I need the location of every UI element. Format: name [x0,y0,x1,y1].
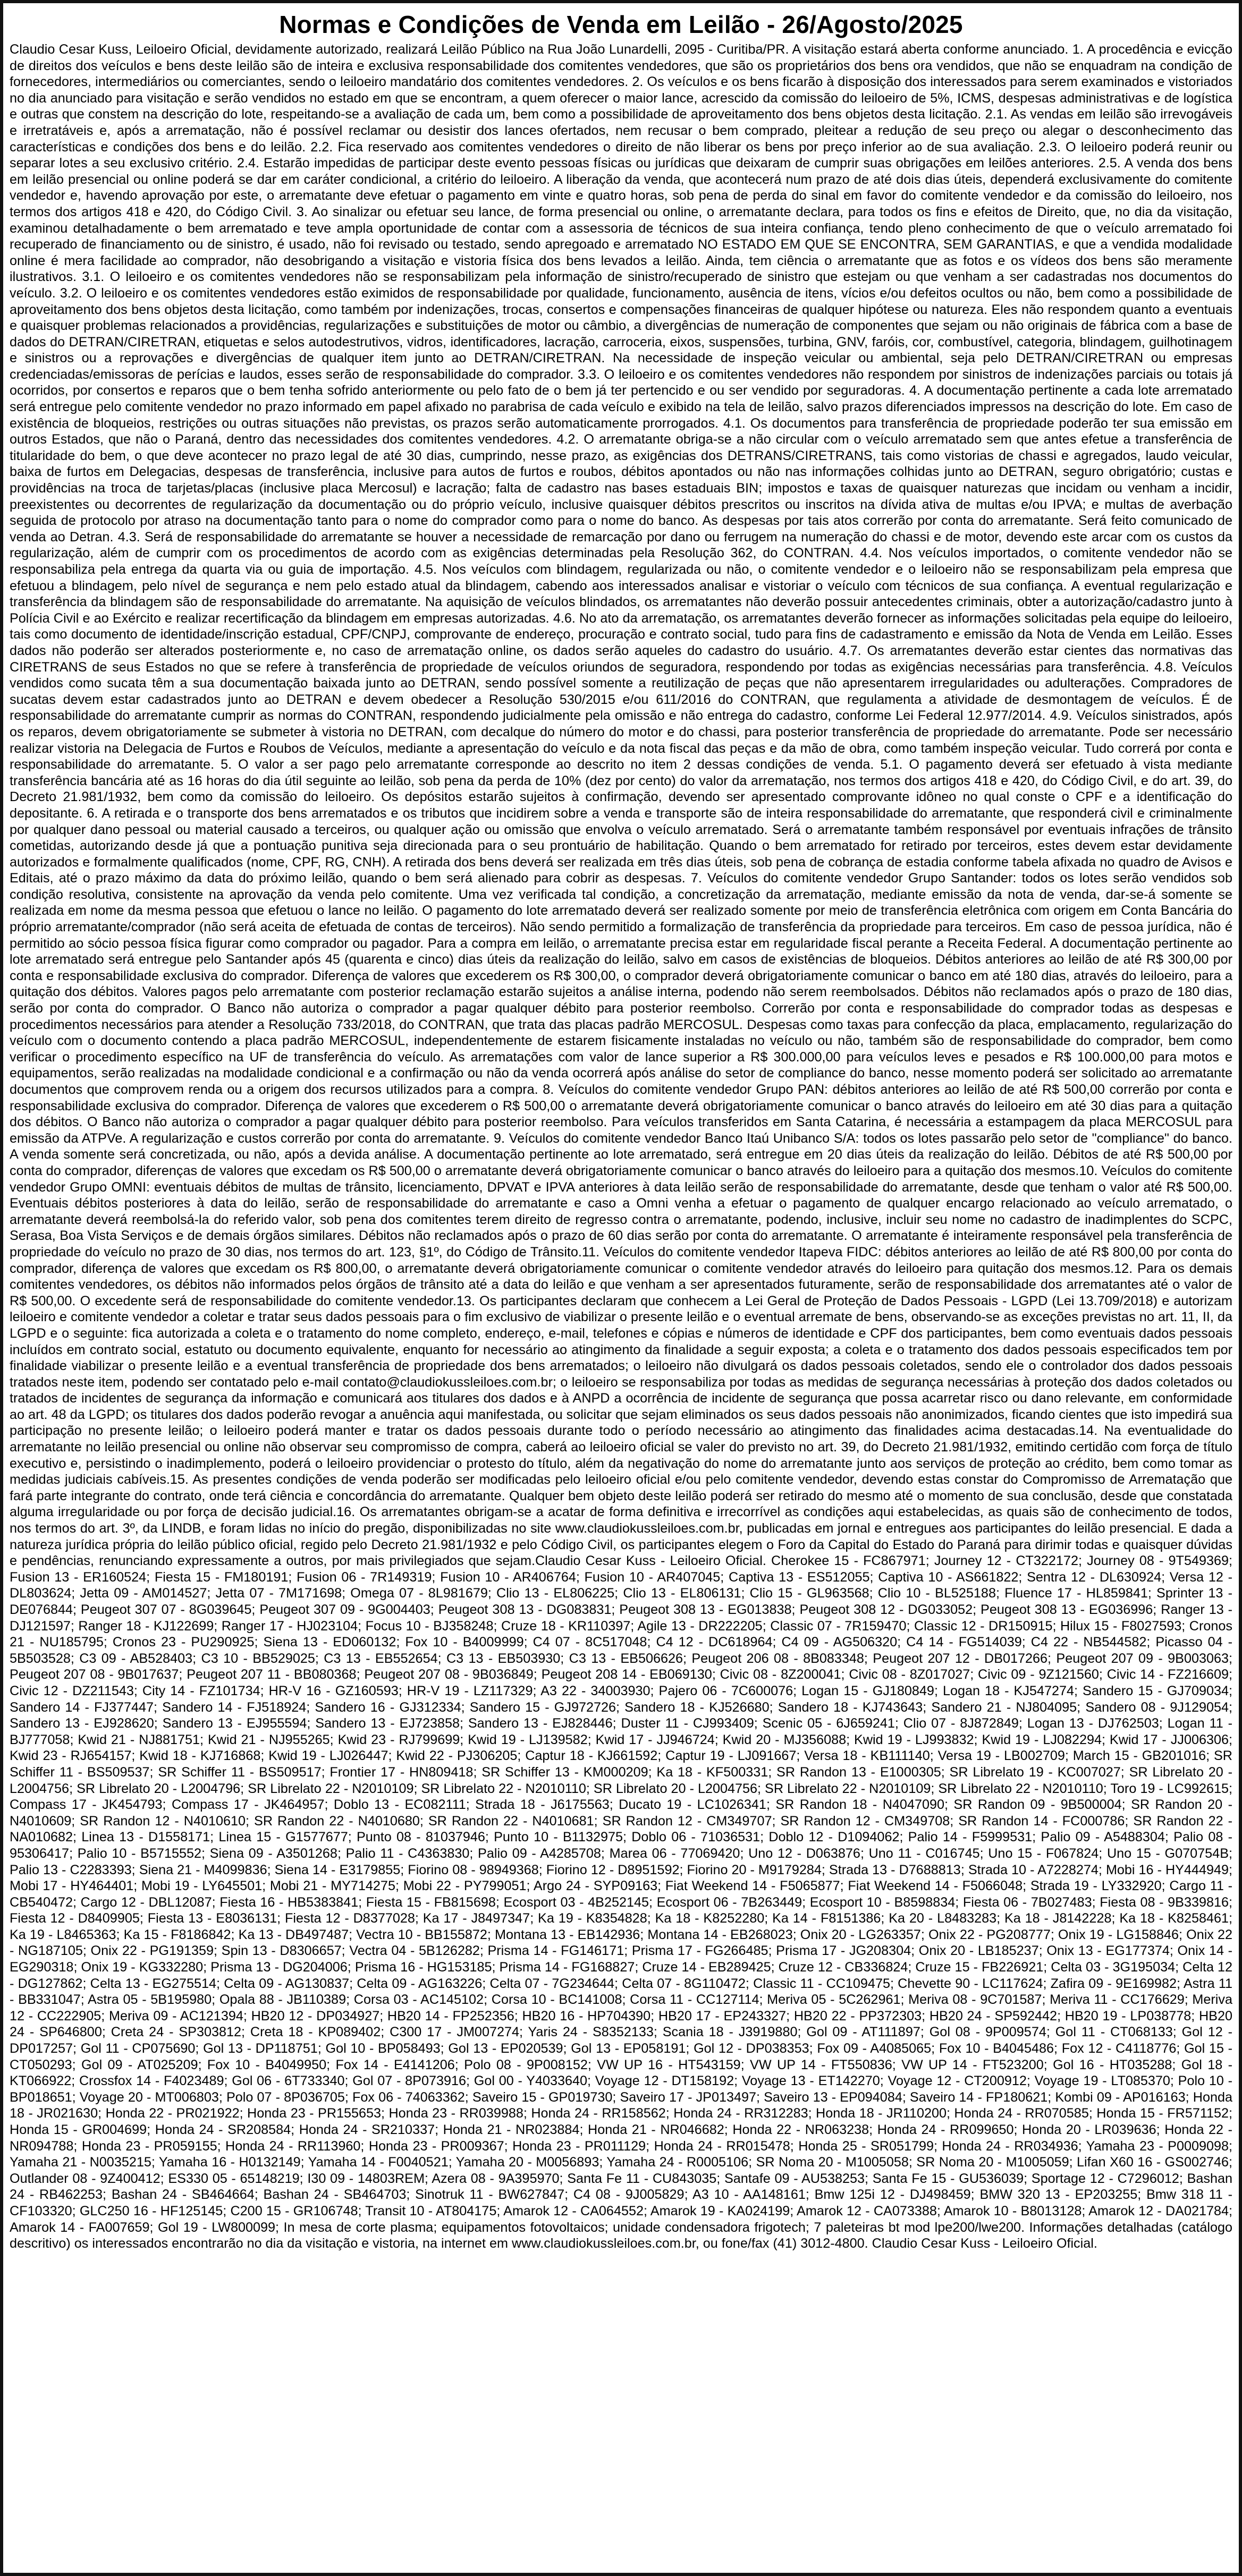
notice-body [10,41,1232,2568]
notice-title: Normas e Condições de Venda em Leilão - 26/Agosto/2025 [279,11,963,38]
notice-body-text: Claudio Cesar Kuss, Leiloeiro Oficial, devidamente autorizado, realizará Leilão Público na Rua João Lunardelli, 2095 - Curitiba/PR. A visitação estará aberta conforme anunciado. 1. A procedência e evicção de direitos dos veículos e bens deste leilão são de inteira e exclusiva responsabilidade dos comitentes vendedores, que são os proprietários dos bens ora vendidos, que não se enquadram na condição de fornecedores, intermediários ou comerciantes, sendo o leiloeiro mandatário dos comitentes vendedores. 2. Os veículos e os bens ficarão à disposição dos interessados para serem examinados e vistoriados no dia anunciado para visitação e serão vendidos no estado em que se encontram, a quem oferecer o maior lance, acrescido da comissão do leiloeiro de 5%, ICMS, despesas administrativas e de logística e outras que constem na descrição do lote, respeitando-se a avaliação de cada um, bem como a possibilidade de aproveitamento dos bens objetos desta licitação. 2.1. As vendas em leilão são irrevogáveis e irretratáveis e, após a arrematação, não é possível reclamar ou desistir dos lances ofertados, nem recusar o bem comprado, pleitear a redução de seu preço ou alegar o desconhecimento das características e condições dos bens e do leilão. 2.2. Fica reservado aos comitentes vendedores o direito de não liberar os bens por preço inferior ao de sua avaliação. 2.3. O leiloeiro poderá reunir ou separar lotes a seu exclusivo critério. 2.4. Estarão impedidas de participar deste evento pessoas físicas ou jurídicas que deixaram de cumprir suas obrigações em leilões anteriores. 2.5. A venda dos bens em leilão presencial ou online poderá se dar em caráter condicional, a critério do leiloeiro. A liberação da venda, que acontecerá num prazo de até dois dias úteis, dependerá exclusivamente do comitente vendedor e, havendo aprovação por este, o arrematante deve efetuar o pagamento em vinte e quatro horas, sob pena de perda do sinal em favor do comitente vendedor e da comissão do leiloeiro, nos termos dos artigos 418 e 420, do Código Civil. 3. Ao sinalizar ou efetuar seu lance, de forma presencial ou online, o arrematante declara, para todos os fins e efeitos de Direito, que, no dia da visitação, examinou detalhadamente o bem arrematado e teve ampla oportunidade de contar com a assessoria de técnicos de sua inteira confiança, tendo pleno conhecimento de que o veículo arrematado foi recuperado de financiamento ou de sinistro, é usado, não foi revisado ou testado, sendo apregoado e arrematado NO ESTADO EM QUE SE ENCONTRA, SEM GARANTIAS, e que a vendida modalidade online é mera facilidade ao comprador, não desobrigando a visitação e vistoria física dos bens levados a leilão. Ainda, tem ciência o arrematante que as fotos e os vídeos dos bens são meramente ilustrativos. 3.1. O leiloeiro e os comitentes vendedores não se responsabilizam pela informação de sinistro/recuperado de sinistro que estejam ou que venham a ser cadastradas nos documentos do veículo. 3.2. O leiloeiro e os comitentes vendedores estão eximidos de responsabilidade por qualidade, funcionamento, ausência de itens, vícios e/ou defeitos ocultos ou não, bem como a possibilidade de aproveitamento dos bens objetos desta licitação, como também por indenizações, trocas, consertos e compensações financeiras de qualquer hipótese ou natureza. Eles não respondem quanto a eventuais e quaisquer problemas relacionados a providências, regularizações e substituições de motor ou câmbio, a divergências de numeração de componentes que sejam ou não originais de fábrica com a base de dados do DETRAN/CIRETRAN, etiquetas e selos autodestrutivos, vidros, identificadores, lacração, carroceria, eixos, suspensões, turbina, GNV, faróis, cor, combustível, categoria, blindagem, guilhotinagem e sinistros ou a reprovações e divergências de qualquer item junto ao DETRAN/CIRETRAN. Na necessidade de inspeção veicular ou ambiental, seja pelo DETRAN/CIRETRAN ou empresas credenciadas/emissoras de perícias e laudos, esses serão de responsabilidade do comprador. 3.3. O leiloeiro e os comitentes vendedores não respondem por sinistros de indenizações parciais ou totais já ocorridos, por consertos e reparos que o bem tenha sofrido anteriormente ou pelo fato de o bem já ter pertencido e ou ser vendido por seguradoras. 4. A documentação pertinente a cada lote arrematado será entregue pelo comitente vendedor no prazo informado em papel afixado no parabrisa de cada veículo e exibido na tela de leilão, salvo prazos diferenciados impressos na descrição do lote. Em caso de existência de bloqueios, restrições ou outras situações não previstas, os prazos serão automaticamente prorrogados. 4.1. Os documentos para transferência de propriedade poderão ter sua emissão em outros Estados, que não o Paraná, dentro das necessidades dos comitentes vendedores. 4.2. O arrematante obriga-se a não circular com o veículo arrematado sem que antes efetue a transferência de titularidade do bem, o que deve acontecer no prazo legal de até 30 dias, cumprindo, nesse prazo, as exigências dos DETRANS/CIRETRANS, tais como vistorias de chassi e agregados, laudo veicular, baixa de furtos em Delegacias, despesas de transferência, inclusive para autos de furtos e roubos, débitos apontados ou não nas informações colhidas junto ao DETRAN, seguro obrigatório; custas e providências na troca de tarjetas/placas (inclusive placa Mercosul) e lacração; falta de cadastro nas bases estaduais BIN; impostos e taxas de quaisquer naturezas que incidam ou venham a incidir, preexistentes ou decorrentes de regularização da documentação ou do próprio veículo, inclusive quaisquer débitos prescritos ou inscritos na dívida ativa de multas e/ou IPVA; e multas de averbação seguida de protocolo por atraso na documentação tanto para o nome do comprador como para o nome do banco. As despesas por tais atos correrão por conta do arrematante. Será feito comunicado de venda ao Detran. 4.3. Será de responsabilidade do arrematante se houver a necessidade de remarcação por dano ou ferrugem na numeração do chassi e de motor, devendo este arcar com os custos da regularização, além de cumprir com os procedimentos de acordo com as exigências determinadas pela Resolução 362, do CONTRAN. 4.4. Nos veículos importados, o comitente vendedor não se responsabiliza pela entrega da quarta via ou guia de importação. 4.5. Nos veículos com blindagem, regularizada ou não, o comitente vendedor e o leiloeiro não se responsabilizam pela empresa que efetuou a blindagem, pelo nível de segurança e nem pelo estado atual da blindagem, cabendo aos interessados analisar e vistoriar o veículo com técnicos de sua confiança. A eventual regularização e transferência da blindagem são de responsabilidade do arrematante. Na aquisição de veículos blindados, os arrematantes não deverão possuir antecedentes criminais, obter a autorização/cadastro junto à Polícia Civil e ao Exército e realizar recertificação da blindagem em empresas autorizadas. 4.6. No ato da arrematação, os arrematantes deverão fornecer as informações solicitadas pela equipe do leiloeiro, tais como documento de identidade/inscrição estadual, CPF/CNPJ, comprovante de endereço, procuração e contrato social, tudo para fins de cadastramento e emissão da Nota de Venda em Leilão. Esses dados não poderão ser alterados posteriormente e, no caso de arrematação online, os dados serão aqueles do cadastro do usuário. 4.7. Os arrematantes deverão estar cientes das normativas das CIRETRANS de seus Estados no que se refere à transferência de propriedade de veículos oriundos de seguradora, respondendo por todas as exigências necessárias para transferência. 4.8. Veículos vendidos como sucata têm a sua documentação baixada junto ao DETRAN, sendo possível somente a reutilização de peças que não apresentarem irregularidades ou adulterações. Compradores de sucatas devem estar cadastrados junto ao DETRAN e devem obedecer a Resolução 530/2015 e/ou 611/2016 do CONTRAN, que regulamenta a atividade de desmontagem de veículos. É de responsabilidade do arrematante cumprir as normas do CONTRAN, respondendo judicialmente pela omissão e não entrega do cadastro, conforme Lei Federal 12.977/2014. 4.9. Veículos sinistrados, após os reparos, devem obrigatoriamente se submeter à vistoria no DETRAN, com decalque do número do motor e do chassi, para posterior transferência de propriedade do arrematante. Pode ser necessário realizar vistoria na Delegacia de Furtos e Roubos de Veículos, mediante a apresentação do veículo e da nota fiscal das peças e da mão de obra, como também inspeção veicular. Tudo correrá por conta e responsabilidade do arrematante. 5. O valor a ser pago pelo arrematante corresponde ao descrito no item 2 dessas condições de venda. 5.1. O pagamento deverá ser efetuado à vista mediante transferência bancária até as 16 horas do dia útil seguinte ao leilão, sob pena da perda de 10% (dez por cento) do valor da arrematação, nos termos dos artigos 418 e 420, do Código Civil, e do art. 39, do Decreto 21.981/1932, bem como da comissão do leiloeiro. Os depósitos estarão sujeitos à confirmação, devendo ser apresentado comprovante idôneo no qual conste o CPF e a identificação do depositante. 6. A retirada e o transporte dos bens arrematados e os tributos que incidirem sobre a venda e transporte são de inteira responsabilidade do arrematante, que responderá civil e criminalmente por qualquer dano pessoal ou material causado a terceiros, ou qualquer ação ou omissão que envolva o veículo arrematado. Será o arrematante também responsável por eventuais infrações de trânsito cometidas, autorizando desde já que a pontuação punitiva seja direcionada para o seu prontuário de habilitação. Quando o bem arrematado for retirado por terceiros, estes devem estar devidamente autorizados e formalmente qualificados (nome, CPF, RG, CNH). A retirada dos bens deverá ser realizada em três dias úteis, sob pena de cobrança de estadia conforme tabela afixada no quadro de Avisos e Editais, até o prazo máximo da data do próximo leilão, quando o bem será alienado para cobrir as despesas. 7. Veículos do comitente vendedor Grupo Santander: todos os lotes serão vendidos sob condição resolutiva, consistente na aprovação da venda pelo comitente. Uma vez verificada tal condição, a concretização da arrematação, mediante emissão da nota de venda, dar-se-á somente se realizada em nome da mesma pessoa que efetuou o lance no leilão. O pagamento do lote arrematado deverá ser realizado somente por meio de transferência eletrônica com origem em Conta Bancária do próprio arrematante/comprador (não será aceita de efetuada de contas de terceiros). Não sendo permitido a formalização de transferência da propriedade para terceiros. Em caso de pessoa jurídica, não é permitido ao sócio pessoa física figurar como comprador ou pagador. Para a compra em leilão, o arrematante precisa estar em regularidade fiscal perante a Receita Federal. A documentação pertinente ao lote arrematado será entregue pelo Santander após 45 (quarenta e cinco) dias úteis da realização do leilão, salvo em casos de existências de bloqueios. Débitos anteriores ao leilão de até R$ 300,00 por conta e responsabilidade exclusiva do comprador. Diferença de valores que excederem os R$ 300,00, o comprador deverá obrigatoriamente comunicar o banco em até 180 dias, através do leiloeiro, para a quitação dos débitos. Valores pagos pelo arrematante com posterior reclamação estarão sujeitos a análise interna, podendo não serem reembolsados. Débitos não reclamados após o prazo de 180 dias, serão por conta do comprador. O Banco não autoriza o comprador a pagar qualquer débito para posterior reembolso. Correrão por conta e responsabilidade do comprador todas as despesas e procedimentos necessários para atender a Resolução 733/2018, do CONTRAN, que trata das placas padrão MERCOSUL. Despesas como taxas para confecção da placa, emplacamento, regularização do veículo com o documento contendo a placa padrão MERCOSUL, independentemente de estarem fisicamente instaladas no veículo ou não, também são de responsabilidade do comprador, bem como verificar o procedimento específico na UF de transferência do veículo. As arrematações com valor de lance superior a R$ 300.000,00 para veículos leves e pesados e R$ 100.000,00 para motos e equipamentos, serão realizadas na modalidade condicional e a confirmação ou não da venda ocorrerá após análise do setor de compliance do banco, nesse momento poderá ser solicitado ao arrematante documentos que comprovem renda ou a origem dos recursos utilizados para a compra. 8. Veículos do comitente vendedor Grupo PAN: débitos anteriores ao leilão de até R$ 500,00 correrão por conta e responsabilidade exclusiva do comprador. Diferença de valores que excederem o R$ 500,00 o arrematante deverá obrigatoriamente comunicar o banco através do leiloeiro em até 30 dias para a quitação dos débitos. O Banco não autoriza o comprador a pagar qualquer débito para posterior reembolso. Para veículos transferidos em Santa Catarina, é necessária a estampagem da placa MERCOSUL para emissão da ATPVe. A regularização e custos correrão por conta do arrematante. 9. Veículos do comitente vendedor Banco Itaú Unibanco S/A: todos os lotes passarão pelo setor de "compliance" do banco. A venda somente será concretizada, ou não, após a devida análise. A documentação pertinente ao lote arrematado, será entregue em 20 dias úteis da realização do leilão. Débitos de até R$ 500,00 por conta do comprador, diferenças de valores que excedam os R$ 500,00 o arrematante deverá obrigatoriamente comunicar o banco através do leiloeiro para a quitação dos mesmos.10. Veículos do comitente vendedor Grupo OMNI: eventuais débitos de multas de trânsito, licenciamento, DPVAT e IPVA anteriores à data leilão serão de responsabilidade do arrematante, desde que tenham o valor até R$ 500,00. Eventuais débitos posteriores à data do leilão, serão de responsabilidade do arrematante e caso a Omni venha a efetuar o pagamento de qualquer encargo relacionado ao veículo arrematado, o arrematante deverá reembolsá-la do referido valor, sob pena dos comitentes terem direito de regresso contra o arrematante, podendo, inclusive, incluir seu nome no cadastro de inadimplentes do SCPC, Serasa, Boa Vista Serviços e de demais órgãos similares. Débitos não reclamados após o prazo de 60 dias serão por conta do arrematante. O arrematante é inteiramente responsável pela transferência de propriedade do veículo no prazo de 30 dias, nos termos do art. 123, §1º, do Código de Trânsito.11. Veículos do comitente vendedor Itapeva FIDC: débitos anteriores ao leilão de até R$ 800,00 por conta do comprador, diferença de valores que excedam os R$ 800,00, o arrematante deverá obrigatoriamente comunicar o comitente vendedor através do leiloeiro para quitação dos mesmos.12. Para os demais comitentes vendedores, os débitos não informados pelos órgãos de trânsito até a data do leilão e que venham a ser apresentados futuramente, serão de responsabilidade dos arrematantes até o valor de R$ 500,00. O excedente será de responsabilidade do comitente vendedor.13. Os participantes declaram que conhecem a Lei Geral de Proteção de Dados Pessoais - LGPD (Lei 13.709/2018) e autorizam leiloeiro e comitente vendedor a coletar e tratar seus dados pessoais para o fim exclusivo de viabilizar o presente leilão e o eventual arremate de bens, observando-se as exceções previstas no art. 11, II, da LGPD e o seguinte: fica autorizada a coleta e o tratamento do nome completo, endereço, e-mail, telefones e cópias e números de identidade e CPF dos participantes, bem como eventuais dados pessoais incluídos em contrato social, estatuto ou documento equivalente, enquanto for necessário ao atingimento da finalidade a seguir exposta; a coleta e o tratamento dos dados pessoais especificados tem por finalidade viabilizar o presente leilão e a eventual transferência de propriedade dos bens arrematados; o leiloeiro não divulgará os dados pessoais coletados, sendo ele o controlador dos dados pessoais tratados neste item, podendo ser contatado pelo e-mail contato@claudiokussleiloes.com.br; o leiloeiro se responsabiliza por todas as medidas de segurança necessárias à proteção dos dados coletados ou tratados de incidentes de segurança da informação e comunicará aos titulares dos dados e à ANPD a ocorrência de incidente de segurança que possa acarretar risco ou dano relevante, em conformidade ao art. 48 da LGPD; os titulares dos dados poderão revogar a anuência aqui manifestada, ou solicitar que sejam eliminados os seus dados pessoais não anonimizados, ficando cientes que isto impedirá sua participação no presente leilão; o leiloeiro poderá manter e tratar os dados pessoais durante todo o período necessário ao atingimento das finalidades acima destacadas.14. Na eventualidade do arrematante no leilão presencial ou online não observar seu compromisso de compra, caberá ao leiloeiro oficial se valer do previsto no art. 39, do Decreto 21.981/1932, emitindo certidão com força de título executivo e, persistindo o inadimplemento, poderá o leiloeiro providenciar o protesto do título, além da negativação do nome do arrematante junto aos serviços de proteção ao crédito, bem como tomar as medidas judiciais cabíveis.15. As presentes condições de venda poderão ser modificadas pelo leiloeiro oficial e/ou pelo comitente vendedor, devendo estas constar do Compromisso de Arrematação que fará parte integrante do contrato, onde terá ciência e concordância do arrematante. Qualquer bem objeto deste leilão poderá ser retirado do mesmo até o momento de sua conclusão, desde que constatada alguma irregularidade ou por força de decisão judicial.16. Os arrematantes obrigam-se a acatar de forma definitiva e irrecorrível as condições aqui estabelecidas, as quais são de conhecimento de todos, nos termos do art. 3º, da LINDB, e foram lidas no início do pregão, disponibilizadas no site www.claudiokussleiloes.com.br, publicadas em jornal e entregues aos participantes do leilão presencial. E dada a natureza jurídica própria do leilão público oficial, regido pelo Decreto 21.981/1932 e pelo Código Civil, os participantes elegem o Foro da Capital do Estado do Paraná para dirimir todas e quaisquer dúvidas e pendências, renunciando expressamente a outros, por mais privilegiados que sejam.Claudio Cesar Kuss - Leiloeiro Oficial. Cherokee 15 - FC867971; Journey 12 - CT322172; Journey 08 - 9T549369; Fusion 13 - ER160524; Fiesta 15 - FM180191; Fusion 06 - 7R149319; Fusion 10 - AR406764; Fusion 10 - AR407045; Captiva 13 - ES512055; Captiva 10 - AS661822; Sentra 12 - DL630924; Versa 12 - DL803624; Jetta 09 - AM014527; Jetta 07 - 7M171698; Omega 07 - 8L981679; Clio 13 - EL806225; Clio 13 - EL806131; Clio 15 - GL963568; Clio 10 - BL525188; Fluence 17 - HL859841; Sprinter 13 - DE076844; Peugeot 307 07 - 8G039645; Peugeot 307 09 - 9G004403; Peugeot 308 13 - DG083831; Peugeot 308 13 - EG013838; Peugeot 308 12 - DG033052; Peugeot 308 13 - EG036996; Ranger 13 - DJ121597; Ranger 18 - KJ122699; Ranger 17 - HJ023104; Focus 10 - BJ358248; Cruze 18 - KR110397; Agile 13 - DR222205; Classic 07 - 7R159470; Classic 12 - DR150915; Hilux 15 - F8027593; Cronos 21 - NU185795; Cronos 23 - PU290925; Siena 13 - ED060132; Fox 10 - B4009999; C4 07 - 8C517048; C4 12 - DC618964; C4 09 - AG506320; C4 14 - FG514039; C4 22 - NB544582; Picasso 04 - 5B503528; C3 09 - AB528403; C3 10 - BB529025; C3 13 - EB552654; C3 13 - EB503930; C3 13 - EB506626; Peugeot 206 08 - 8B083348; Peugeot 207 12 - DB017266; Peugeot 207 09 - 9B003063; Peugeot 207 08 - 9B017637; Peugeot 207 11 - BB080368; Peugeot 207 08 - 9B036849; Peugeot 208 14 - EB069130; Civic 08 - 8Z200041; Civic 08 - 8Z017027; Civic 09 - 9Z121560; Civic 14 - FZ216609; Civic 12 - DZ211543; City 14 - FZ101734; HR-V 16 - GZ160593; HR-V 19 - LZ117329; A3 22 - 34003930; Pajero 06 - 7C600076; Logan 15 - GJ180849; Logan 18 - KJ547274; Sandero 15 - GJ709034; Sandero 14 - FJ377447; Sandero 14 - FJ518924; Sandero 16 - GJ312334; Sandero 15 - GJ972726; Sandero 18 - KJ526680; Sandero 18 - KJ743643; Sandero 21 - NJ804095; Sandero 08 - 9J129054; Sandero 13 - EJ928620; Sandero 13 - EJ955594; Sandero 13 - EJ723858; Sandero 13 - EJ828446; Duster 11 - CJ993409; Scenic 05 - 6J659241; Clio 07 - 8J872849; Logan 13 - DJ762503; Logan 11 - BJ777058; Kwid 21 - NJ881751; Kwid 21 - NJ955265; Kwid 23 - RJ799699; Kwid 19 - LJ139582; Kwid 17 - JJ946724; Kwid 20 - MJ356088; Kwid 19 - LJ993832; Kwid 19 - LJ082294; Kwid 17 - JJ006306; Kwid 23 - RJ654157; Kwid 18 - KJ716868; Kwid 19 - LJ026447; Kwid 22 - PJ306205; Captur 18 - KJ661592; Captur 19 - LJ091667; Versa 18 - KB111140; Versa 19 - LB002709; March 15 - GB201016; SR Schiffer 11 - BS509537; SR Schiffer 11 - BS509517; Frontier 17 - HN809418; SR Schiffer 13 - KM000209; Ka 18 - KF500331; SR Randon 13 - E1000305; SR Librelato 19 - KC007027; SR Librelato 20 - L2004756; SR Librelato 20 - L2004796; SR Librelato 22 - N2010109; SR Librelato 22 - N2010110; SR Librelato 20 - L2004756; SR Librelato 22 - N2010109; SR Librelato 22 - N2010110; Toro 19 - LC992615; Compass 17 - JK454793; Compass 17 - JK464957; Doblo 13 - EC082111; Strada 18 - J6175563; Ducato 19 - LC1026341; SR Randon 18 - N4047090; SR Randon 09 - 9B500004; SR Randon 20 - N4010609; SR Randon 12 - N4010610; SR Randon 22 - N4010680; SR Randon 22 - N4010681; SR Randon 12 - CM349707; SR Randon 12 - CM349708; SR Randon 14 - FC000786; SR Randon 22 - NA010682; Linea 13 - D1558171; Linea 15 - G1577677; Punto 08 - 81037946; Punto 10 - B1132975; Doblo 06 - 71036531; Doblo 12 - D1094062; Palio 14 - F5999531; Palio 09 - A5488304; Palio 08 - 95306417; Palio 10 - B5715552; Siena 09 - A3501268; Palio 11 - C4363830; Palio 09 - A4285708; Marea 06 - 77069420; Uno 12 - D063876; Uno 11 - C016745; Uno 15 - F067824; Uno 15 - G070754B; Palio 13 - C2283393; Siena 21 - M4099836; Siena 14 - E3179855; Fiorino 08 - 98949368; Fiorino 12 - D8951592; Fiorino 20 - M9179284; Strada 13 - D7688813; Strada 10 - A7228274; Mobi 16 - HY444949; Mobi 17 - HY464401; Mobi 19 - LY645501; Mobi 21 - MY714275; Mobi 22 - PY799051; Argo 24 - SYP09163; Fiat Weekend 14 - F5065877; Fiat Weekend 14 - F5066048; Strada 19 - LY332920; Cargo 11 - CB540472; Cargo 12 - DBL12087; Fiesta 16 - HB5383841; Fiesta 15 - FB815698; Ecosport 03 - 4B252145; Ecosport 06 - 7B263449; Ecosport 10 - B8598834; Fiesta 06 - 7B027483; Fiesta 08 - 9B339816; Fiesta 12 - D8409905; Fiesta 13 - E8036131; Fiesta 12 - D8377028; Ka 17 - J8497347; Ka 19 - K8354828; Ka 18 - K8252280; Ka 14 - F8151386; Ka 20 - L8483283; Ka 18 - J8142228; Ka 18 - K8258461; Ka 19 - L8465363; Ka 15 - F8186842; Ka 13 - DB497487; Vectra 10 - BB155872; Montana 13 - EB142936; Montana 14 - EB268023; Onix 20 - LG263357; Onix 22 - PG208777; Onix 19 - LG158846; Onix 22 - NG187105; Onix 22 - PG191359; Spin 13 - D8306657; Vectra 04 - 5B126282; Prisma 14 - FG146171; Prisma 17 - FG266485; Prisma 17 - JG208304; Onix 20 - LB185237; Onix 13 - EG177374; Onix 14 - EG290318; Onix 19 - KG332280; Prisma 13 - DG204006; Prisma 16 - HG153185; Prisma 14 - FG168827; Cruze 14 - EB289425; Cruze 12 - CB336824; Cruze 15 - FB226921; Celta 03 - 3G195034; Celta 12 - DG127862; Celta 13 - EG275514; Celta 09 - AG130837; Celta 09 - AG163226; Celta 07 - 7G234644; Celta 07 - 8G110472; Classic 11 - CC109475; Chevette 90 - LC117624; Zafira 09 - 9E169982; Astra 11 - BB331047; Astra 05 - 5B195980; Opala 88 - JB110389; Corsa 03 - AC145102; Corsa 10 - BC141008; Corsa 11 - CC127114; Meriva 05 - 5C262961; Meriva 08 - 9C701587; Meriva 11 - CC176629; Meriva 12 - CC222905; Meriva 09 - AC121394; HB20 12 - DP034927; HB20 14 - FP252356; HB20 16 - HP704390; HB20 17 - EP243327; HB20 22 - PP372303; HB20 24 - SP592442; HB20 19 - LP038778; HB20 24 - SP646800; Creta 24 - SP303812; Creta 18 - KP089402; C300 17 - JM007274; Yaris 24 - S8352133; Scania 18 - J3919880; Gol 09 - AT111897; Gol 08 - 9P009574; Gol 11 - CT068133; Gol 12 - DP017257; Gol 11 - CP075690; Gol 13 - DP118751; Gol 10 - BP058493; Gol 13 - EP020539; Gol 13 - EP058191; Gol 12 - DP038353; Fox 09 - A4085065; Fox 10 - B4045486; Fox 12 - C4118776; Gol 15 - CT050293; Gol 09 - AT025209; Fox 10 - B4049950; Fox 14 - E4141206; Polo 08 - 9P008152; VW UP 16 - HT543159; VW UP 14 - FT550836; VW UP 14 - FT523200; Gol 16 - HT035288; Gol 18 - KT066922; Crossfox 14 - F4023489; Gol 06 - 6T733340; Gol 07 - 8P073916; Gol 00 - Y4033640; Voyage 12 - DT158192; Voyage 13 - ET142270; Voyage 12 - CT200912; Voyage 19 - LT085370; Polo 10 - BP018651; Voyage 20 - MT006803; Polo 07 - 8P036705; Fox 06 - 74063362; Saveiro 15 - GP019730; Saveiro 17 - JP013497; Saveiro 13 - EP094084; Saveiro 14 - FP180621; Kombi 09 - AP016163; Honda 18 - JR021630; Honda 22 - PR021922; Honda 23 - PR155653; Honda 23 - RR039988; Honda 24 - RR158562; Honda 24 - RR312283; Honda 18 - JR110200; Honda 24 - RR070585; Honda 15 - FR571152; Honda 15 - GR004699; Honda 24 - SR208584; Honda 24 - SR210337; Honda 21 - NR023884; Honda 21 - NR046682; Honda 22 - NR063238; Honda 24 - RR099650; Honda 20 - LR039636; Honda 22 - NR094788; Honda 23 - PR059155; Honda 24 - RR113960; Honda 23 - PR009367; Honda 23 - PR011129; Honda 24 - RR015478; Honda 25 - SR051799; Honda 24 - RR034936; Yamaha 23 - P0009098; Yamaha 21 - N0035215; Yamaha 16 - H0132149; Yamaha 14 - F0040521; Yamaha 20 - M0056893; Yamaha 24 - R0005106; SR Noma 20 - M1005058; SR Noma 20 - M1005059; Lifan X60 16 - GS002746; Outlander 08 - 9Z400412; ES330 05 - 65148219; I30 09 - 14803REM; Azera 08 - 9A395970; Santa Fe 11 - CU843035; Santafe 09 - AU538253; Santa Fe 15 - GU536039; Sportage 12 - C7296012; Bashan 24 - RB462253; Bashan 24 - SB464664; Bashan 24 - SB464703; Sinotruk 11 - BW627847; C4 08 - 9J005829; A3 10 - AA148161; Bmw 125i 12 - DJ498459; BMW 320 13 - EP203255; Bmw 318 11 - CF103320; GLC250 16 - HF125145; C200 15 - GR106748; Transit 10 - AT804175; Amarok 12 - CA064552; Amarok 19 - KA024199; Amarok 12 - CA073388; Amarok 10 - B8013128; Amarok 12 - DA021784; Amarok 14 - FA007659; Gol 19 - LW800099; In mesa de corte plasma; equipamentos fotovoltaicos; unidade condensadora frigotech; 7 paleteiras bt mod lpe200/lwe200. Informações detalhadas (catálogo descritivo) os interessados encontrarão no dia da visitação e vistoria, na internet em www.claudiokussleiloes.com.br, ou fone/fax (41) 3012-4800. Claudio Cesar Kuss - Leiloeiro Oficial. [10,42,1232,2251]
